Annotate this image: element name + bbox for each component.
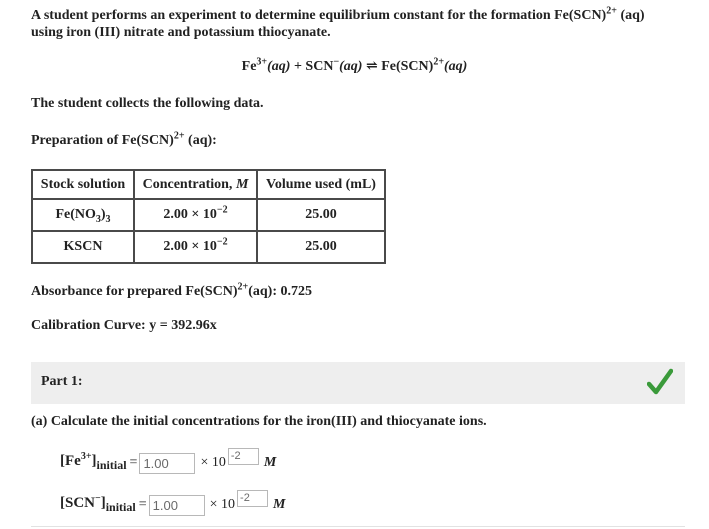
cell-solution: $Fe(NO_3)_3$: [32, 199, 134, 231]
cell-solution: KSCN: [32, 231, 134, 263]
header-concentration: Concentration, M: [134, 170, 257, 199]
equilibrium-equation: $Fe^{3+}(aq) + SCN^-(aq)$ ⇌ Fe(SCN)$^{2+}$(aq): [241, 56, 468, 74]
header-volume: Volume used (mL): [257, 170, 385, 199]
scn-value-input[interactable]: 1.00: [149, 495, 205, 516]
unit-label: M: [273, 497, 286, 512]
stock-solution-table: [31, 169, 386, 264]
intro-text: [31, 7, 691, 41]
fe-value-input[interactable]: 1.00: [139, 453, 195, 474]
absorbance-value: Absorbance for prepared Fe(SCN)$^{2+}$(aq): 0.725: [31, 281, 312, 299]
answer-row-fe: [60, 452, 276, 474]
checkmark-icon: [647, 368, 673, 396]
question-text: (a) Calculate the initial concentrations for the iron(III) and thiocyanate ions.: [31, 414, 487, 429]
times-ten: × 10: [209, 497, 236, 512]
cell-volume: 25.00: [257, 231, 385, 263]
cell-concentration: $2.00 \times 10^{-2}$: [134, 199, 257, 231]
preparation-heading: Preparation of Fe(SCN)$^{2+}$ (aq):: [31, 130, 217, 148]
equilibrium-arrow-icon: ⇌: [362, 59, 382, 74]
table-row: [32, 231, 385, 263]
table-row: [32, 199, 385, 231]
cell-volume: 25.00: [257, 199, 385, 231]
equals-sign: =: [138, 497, 147, 512]
cell-concentration: $2.00 \times 10^{-2}$: [134, 231, 257, 263]
unit-label: M: [263, 455, 277, 470]
header-stock-solution: Stock solution: [32, 170, 134, 199]
scn-exponent-input[interactable]: -2: [237, 490, 268, 507]
intro-line-2: using iron (III) nitrate and potassium thiocyanate.: [31, 25, 331, 40]
part-label: Part 1:: [41, 374, 83, 389]
scn-initial-label: $[SCN^-]_{initial}$: [60, 493, 136, 514]
part-header[interactable]: [31, 362, 685, 404]
calibration-curve: Calibration Curve: y = 392.96x: [31, 318, 217, 333]
times-ten: × 10: [200, 455, 226, 470]
data-intro: The student collects the following data.: [31, 96, 264, 111]
fe-initial-label: $[Fe^{3+}]_{initial}$: [60, 451, 127, 472]
equals-sign: =: [129, 455, 138, 470]
answer-row-scn: [60, 494, 286, 516]
fe-exponent-input[interactable]: -2: [228, 448, 259, 465]
intro-line-1: A student performs an experiment to determine equilibrium constant for the formation Fe(SCN)$^{2+}$ (aq): [31, 5, 645, 23]
table-header-row: [32, 170, 385, 199]
divider: [31, 526, 685, 527]
